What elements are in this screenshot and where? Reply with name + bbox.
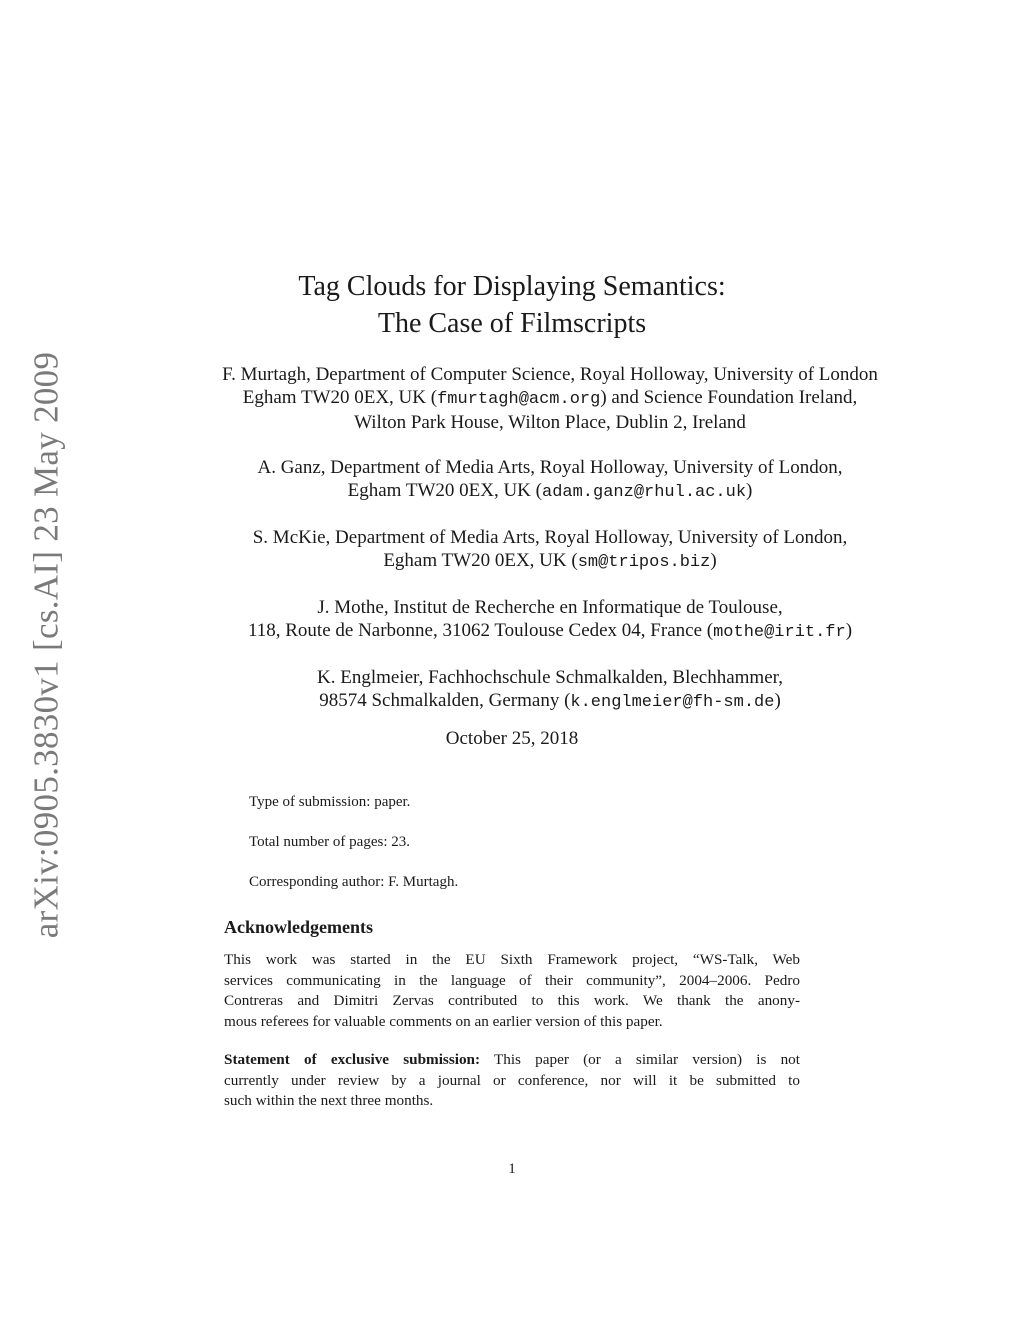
title-line-1: Tag Clouds for Displaying Semantics: (298, 271, 726, 302)
paragraph-line: This work was started in the EU Sixth Framework project, “WS-Talk, Web (224, 951, 800, 968)
paragraph-line: mous referees for valuable comments on an earlier version of this paper. (224, 1012, 663, 1030)
paragraph-line: currently under review by a journal or conference, nor will it be submitted to (224, 1071, 800, 1089)
author-block-murtagh (200, 363, 900, 434)
author-email: sm@tripos.biz (577, 553, 711, 572)
author-email: k.englmeier@fh-sm.de (570, 693, 775, 712)
acknowledgements-paragraph (224, 950, 800, 1032)
author-block-ganz (200, 456, 900, 504)
author-block-mothe (200, 596, 900, 644)
paragraph-line: Statement of exclusive submission: This paper (or a similar version) is not (224, 1051, 800, 1068)
author-affiliation: F. Murtagh, Department of Computer Science, Royal Holloway, University of London (222, 364, 878, 385)
author-affiliation: S. McKie, Department of Media Arts, Royal Holloway, University of London, (252, 527, 848, 548)
author-affiliation: K. Englmeier, Fachhochschule Schmalkalden, Blechhammer, (317, 667, 783, 688)
author-affiliation: A. Ganz, Department of Media Arts, Royal Holloway, University of London, (257, 457, 843, 478)
acknowledgements-heading: Acknowledgements (224, 917, 373, 937)
statement-label: Statement of exclusive submission: (224, 1051, 481, 1068)
title-line-2: The Case of Filmscripts (377, 308, 647, 339)
paragraph-line: services communicating in the language of their community”, 2004–2006. Pedro (224, 971, 800, 989)
page-number: 1 (508, 1161, 516, 1177)
author-address-continued: Wilton Park House, Wilton Place, Dublin 2, Ireland (354, 412, 746, 433)
author-address: 98574 Schmalkalden, Germany (k.englmeier@fh-sm.de) (319, 690, 781, 712)
paper-title (0, 268, 1024, 342)
author-email: fmurtagh@acm.org (437, 390, 601, 409)
author-block-mckie (200, 526, 900, 574)
author-address: 118, Route de Narbonne, 31062 Toulouse Cedex 04, France (mothe@irit.fr) (247, 620, 853, 642)
submission-type: Type of submission: paper. (249, 794, 411, 810)
author-affiliation: J. Mothe, Institut de Recherche en Informatique de Toulouse, (317, 597, 783, 618)
arxiv-identifier-stamp (24, 351, 68, 939)
author-email: mothe@irit.fr (713, 623, 846, 642)
page-count: Total number of pages: 23. (249, 834, 410, 850)
corresponding-author: Corresponding author: F. Murtagh. (249, 874, 459, 890)
author-address: Egham TW20 0EX, UK (fmurtagh@acm.org) and Science Foundation Ireland, (242, 387, 858, 409)
arxiv-identifier: arXiv:0905.3830v1 [cs.AI] 23 May 2009 (26, 351, 66, 939)
author-address: Egham TW20 0EX, UK (sm@tripos.biz) (383, 550, 717, 572)
author-email: adam.ganz@rhul.ac.uk (542, 483, 747, 502)
author-block-englmeier (200, 666, 900, 714)
paragraph-line: such within the next three months. (224, 1092, 434, 1109)
author-address: Egham TW20 0EX, UK (adam.ganz@rhul.ac.uk) (347, 480, 753, 502)
paper-date: October 25, 2018 (445, 728, 579, 749)
exclusive-submission-statement (224, 1050, 800, 1112)
paragraph-line: Contreras and Dimitri Zervas contributed to this work. We thank the anony- (224, 992, 800, 1009)
